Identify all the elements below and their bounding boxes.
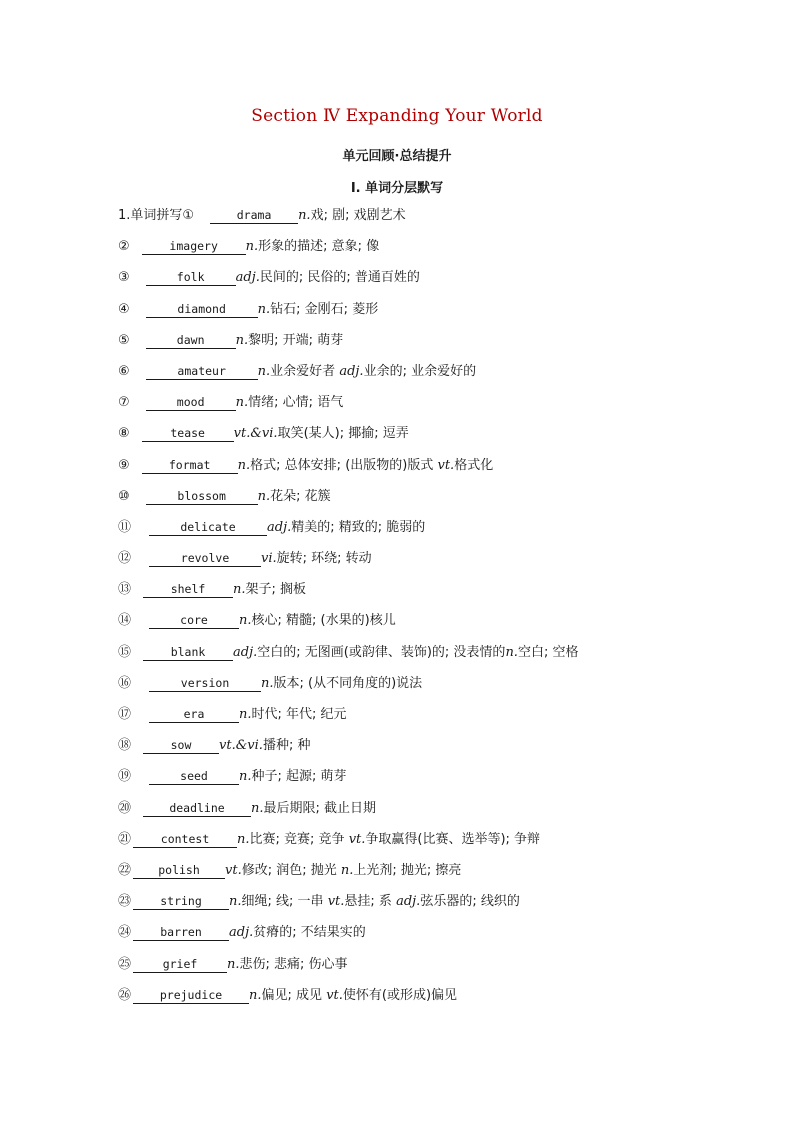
definition-text: 空白; 空格 — [517, 644, 579, 660]
part-of-speech: adj. — [229, 925, 254, 941]
definition-text: 时代; 年代; 纪元 — [251, 707, 347, 722]
part-of-speech: n. — [239, 707, 252, 722]
vocab-item — [118, 735, 768, 766]
vocab-item — [118, 673, 768, 704]
definition-text: 偏见; 成见 — [261, 987, 327, 1003]
vocab-item — [118, 579, 768, 610]
part-of-speech: n. — [257, 488, 271, 504]
definition-text: 上光剂; 抛光; 擦亮 — [353, 862, 462, 878]
item-number: ㉕ — [118, 956, 132, 972]
vocab-item — [118, 642, 768, 673]
answer-blank[interactable]: drama — [210, 207, 298, 224]
vocab-item — [118, 922, 768, 953]
definition-text: 播种; 种 — [262, 738, 311, 754]
item-number: ⑳ — [118, 800, 132, 816]
definition-text: 戏; 剧; 戏剧艺术 — [310, 208, 406, 223]
definition-text: 种子; 起源; 萌芽 — [251, 769, 347, 785]
answer-blank[interactable]: diamond — [146, 301, 258, 318]
definition-text: 修改; 润色; 抛光 — [241, 862, 341, 878]
vocab-item — [118, 486, 768, 517]
vocab-item — [118, 330, 768, 361]
item-number: ② — [118, 239, 130, 255]
part-of-speech: n. — [235, 332, 249, 348]
part-of-speech: n. — [257, 363, 271, 379]
answer-blank[interactable]: core — [149, 612, 239, 629]
item-number: ⑱ — [118, 738, 132, 754]
definition-text: 业余爱好者 — [270, 363, 340, 379]
item-number: ④ — [118, 301, 130, 317]
answer-blank[interactable]: contest — [133, 831, 237, 848]
answer-blank[interactable]: seed — [149, 768, 239, 785]
item-number: ⑧ — [118, 426, 130, 442]
answer-blank[interactable]: blossom — [146, 488, 258, 505]
vocab-item — [118, 610, 768, 641]
vocab-item — [118, 704, 768, 735]
page-title: Section Ⅳ Expanding Your World — [251, 106, 543, 126]
vocab-item — [118, 455, 768, 486]
vocab-item — [118, 798, 768, 829]
item-number: ㉔ — [118, 925, 132, 941]
part-of-speech: vt. — [348, 831, 366, 847]
item-number: ⑬ — [118, 582, 132, 598]
part-of-speech: n. — [237, 831, 250, 847]
item-number: ⑭ — [118, 613, 132, 629]
part-of-speech: adj. — [235, 270, 260, 286]
answer-blank[interactable]: deadline — [143, 800, 251, 817]
item-number: ⑤ — [118, 332, 130, 348]
definition-text: 情绪; 心情; 语气 — [248, 395, 344, 411]
part-of-speech: n. — [251, 800, 264, 816]
definition-text: 精美的; 精致的; 脆弱的 — [291, 519, 426, 535]
part-of-speech: adj. — [233, 644, 258, 660]
vocab-list — [118, 205, 768, 1016]
item-number: ⑰ — [118, 707, 132, 722]
part-of-speech: n. — [227, 956, 240, 972]
definition-text: 业余的; 业余爱好的 — [363, 363, 477, 379]
definition-text: 弦乐器的; 线织的 — [420, 894, 520, 910]
part-of-speech: vt. — [225, 862, 242, 878]
vocab-item — [118, 361, 768, 392]
part-of-speech: n. — [261, 675, 274, 691]
definition-text: 争取赢得(比赛、选举等); 争辩 — [365, 831, 541, 847]
section-label: 1.单词拼写 — [118, 208, 183, 223]
answer-blank[interactable]: era — [149, 706, 239, 723]
item-number: ⑨ — [118, 457, 130, 473]
vocab-item — [118, 299, 768, 330]
part-of-speech: vt.&vi. — [219, 738, 263, 754]
item-number: ⑦ — [118, 395, 130, 411]
answer-blank[interactable]: polish — [133, 862, 225, 879]
part-of-speech: n. — [237, 457, 251, 473]
part-of-speech: adj. — [267, 519, 292, 535]
part-of-speech: n. — [340, 862, 354, 878]
part-of-speech: n. — [245, 239, 259, 255]
vocab-item — [118, 392, 768, 423]
item-number: ㉖ — [118, 987, 132, 1003]
answer-blank[interactable]: shelf — [143, 581, 233, 598]
part-of-speech: n. — [249, 987, 262, 1003]
definition-text: 花朵; 花簇 — [270, 488, 331, 504]
item-number: ⑯ — [118, 675, 132, 691]
definition-text: 民间的; 民俗的; 普通百姓的 — [259, 270, 420, 286]
definition-text: 钻石; 金刚石; 菱形 — [270, 301, 379, 317]
part-of-speech: adj. — [339, 363, 364, 379]
part-of-speech: n. — [298, 208, 311, 223]
part-of-speech: n. — [229, 894, 242, 910]
answer-blank[interactable]: revolve — [149, 550, 261, 567]
item-number: ⑥ — [118, 363, 130, 379]
vocab-item — [118, 954, 768, 985]
part-of-speech: n. — [233, 582, 246, 598]
definition-text: 细绳; 线; 一串 — [241, 894, 328, 910]
vocab-item — [118, 829, 768, 860]
answer-blank[interactable]: imagery — [142, 238, 246, 255]
definition-text: 最后期限; 截止日期 — [263, 800, 377, 816]
part-of-speech: vt. — [437, 457, 455, 473]
definition-text: 格式; 总体安排; (出版物的)版式 — [250, 457, 438, 473]
answer-blank[interactable]: string — [133, 893, 229, 910]
answer-blank[interactable]: barren — [133, 924, 229, 941]
answer-blank[interactable]: tease — [142, 425, 234, 442]
part-of-speech: vi. — [261, 551, 277, 567]
vocab-item — [118, 236, 768, 267]
definition-text: 黎明; 开端; 萌芽 — [248, 332, 344, 348]
part-of-speech: n. — [235, 395, 249, 411]
item-number: ⑲ — [118, 769, 132, 785]
definition-text: 版本; (从不同角度的)说法 — [273, 675, 423, 691]
part-of-speech: vt. — [327, 894, 345, 910]
item-number: ⑮ — [118, 644, 132, 660]
answer-blank[interactable]: format — [142, 457, 238, 474]
part-of-speech: n. — [239, 613, 252, 629]
answer-blank[interactable]: dawn — [146, 332, 236, 349]
definition-text: 悬挂; 系 — [344, 894, 397, 910]
unit-subtitle: 单元回顾·总结提升 — [342, 149, 452, 164]
part-of-speech: n. — [505, 644, 518, 660]
vocab-item — [118, 985, 768, 1016]
answer-blank[interactable]: sow — [143, 737, 219, 754]
answer-blank[interactable]: amateur — [146, 363, 258, 380]
definition-text: 空白的; 无图画(或韵律、装饰)的; 没表情的 — [257, 644, 506, 660]
vocab-item — [118, 517, 768, 548]
item-number: ⑩ — [118, 488, 130, 504]
part-of-speech: n. — [257, 301, 271, 317]
answer-blank[interactable]: prejudice — [133, 987, 249, 1004]
vocab-item — [118, 205, 768, 236]
definition-text: 核心; 精髓; (水果的)核儿 — [251, 613, 396, 629]
section-heading: Ⅰ. 单词分层默写 — [350, 181, 444, 196]
answer-blank[interactable]: blank — [143, 644, 233, 661]
answer-blank[interactable]: version — [149, 675, 261, 692]
item-number: ⑪ — [118, 519, 132, 535]
item-number: ㉑ — [118, 831, 132, 847]
definition-text: 取笑(某人); 揶揄; 逗弄 — [277, 426, 409, 442]
definition-text: 使怀有(或形成)偏见 — [342, 987, 458, 1003]
vocab-item — [118, 766, 768, 797]
vocab-item — [118, 267, 768, 298]
definition-text: 悲伤; 悲痛; 伤心事 — [239, 956, 348, 972]
item-number: ㉒ — [118, 862, 132, 878]
vocab-item — [118, 891, 768, 922]
definition-text: 格式化 — [454, 457, 494, 473]
vocab-item — [118, 548, 768, 579]
definition-text: 旋转; 环绕; 转动 — [276, 551, 372, 567]
answer-blank[interactable]: grief — [133, 956, 227, 973]
definition-text: 形象的描述; 意象; 像 — [258, 239, 380, 255]
definition-text: 比赛; 竞赛; 竞争 — [249, 831, 349, 847]
answer-blank[interactable]: delicate — [149, 519, 267, 536]
item-number: ㉓ — [118, 894, 132, 910]
part-of-speech: adj. — [396, 894, 421, 910]
item-number: ③ — [118, 270, 130, 286]
definition-text: 架子; 搁板 — [245, 582, 307, 598]
part-of-speech: n. — [239, 769, 252, 785]
answer-blank[interactable]: folk — [146, 269, 236, 286]
part-of-speech: vt. — [326, 987, 343, 1003]
item-number: ⑫ — [118, 551, 132, 567]
part-of-speech: vt.&vi. — [233, 426, 278, 442]
vocab-item — [118, 423, 768, 454]
vocab-item — [118, 860, 768, 891]
answer-blank[interactable]: mood — [146, 394, 236, 411]
item-number: ① — [182, 208, 195, 223]
definition-text: 贫瘠的; 不结果实的 — [253, 925, 366, 941]
